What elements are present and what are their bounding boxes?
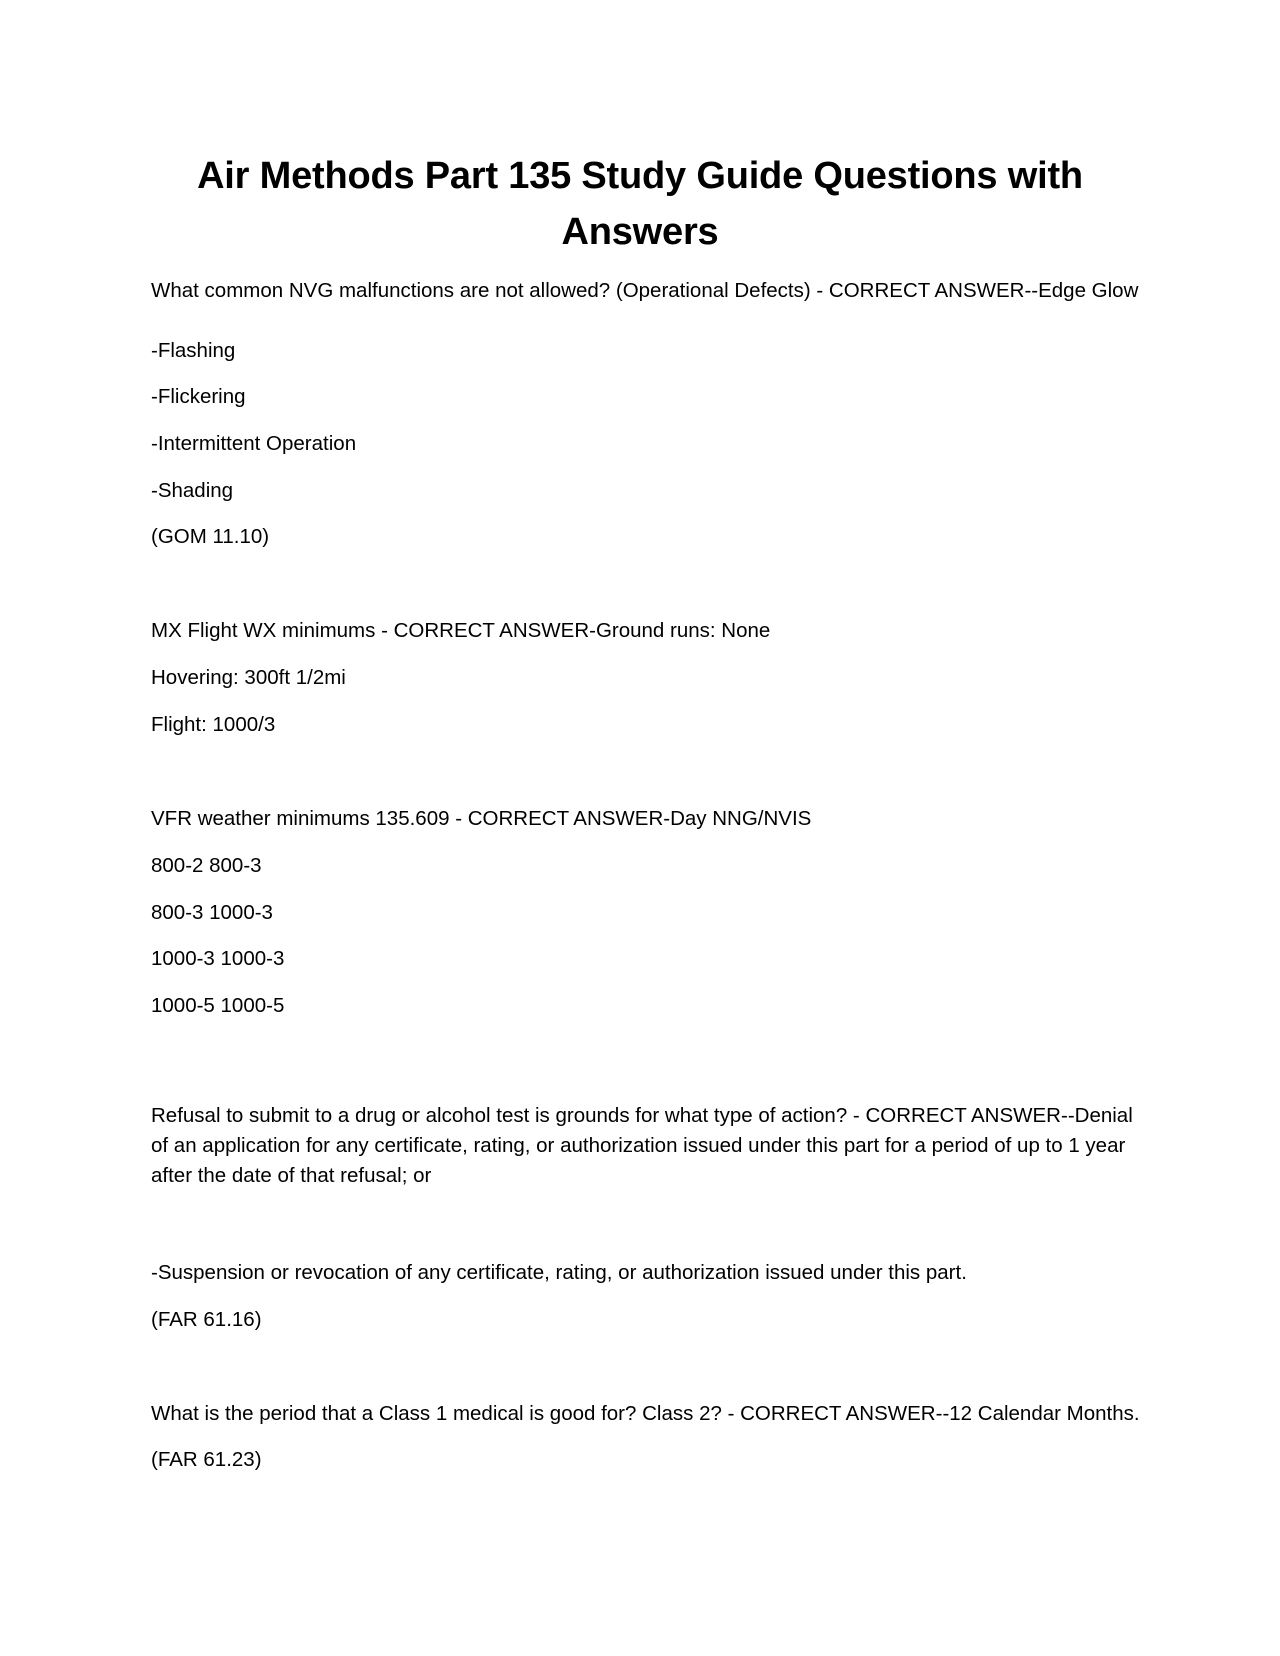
answer-line: -Flickering <box>151 385 246 408</box>
reference-line: (FAR 61.16) <box>151 1308 262 1331</box>
answer-line: Flight: 1000/3 <box>151 713 276 736</box>
answer-line: -Flashing <box>151 339 236 362</box>
answer-line: Hovering: 300ft 1/2mi <box>151 666 346 689</box>
question-2-text: MX Flight WX minimums - CORRECT ANSWER-Ground runs: None <box>151 619 771 642</box>
answer-line: 800-3 1000-3 <box>151 901 273 924</box>
page-title: Air Methods Part 135 Study Guide Questions with Answers <box>197 155 1083 253</box>
question-5-text: What is the period that a Class 1 medical is good for? Class 2? - CORRECT ANSWER--12 Calendar Months. <box>151 1402 1140 1425</box>
answer-line: 1000-3 1000-3 <box>151 947 285 970</box>
reference-line: (FAR 61.23) <box>151 1448 262 1471</box>
answer-line: -Shading <box>151 479 234 502</box>
answer-line: 1000-5 1000-5 <box>151 994 285 1017</box>
question-4-text: Refusal to submit to a drug or alcohol test is grounds for what type of action? - CORRECT ANSWER--Denial of an application for any certificate, rating, or authorization issued under this part for a period of up to 1 year after the date of that refusal; or <box>151 1104 1133 1187</box>
reference-line: (GOM 11.10) <box>151 525 270 548</box>
answer-line: 800-2 800-3 <box>151 854 262 877</box>
question-3-text: VFR weather minimums 135.609 - CORRECT ANSWER-Day NNG/NVIS <box>151 807 812 830</box>
answer-line: -Intermittent Operation <box>151 432 357 455</box>
question-1-text: What common NVG malfunctions are not allowed? (Operational Defects) - CORRECT ANSWER--Edge Glow <box>151 279 1139 302</box>
answer-line: -Suspension or revocation of any certificate, rating, or authorization issued under this part. <box>151 1261 967 1284</box>
